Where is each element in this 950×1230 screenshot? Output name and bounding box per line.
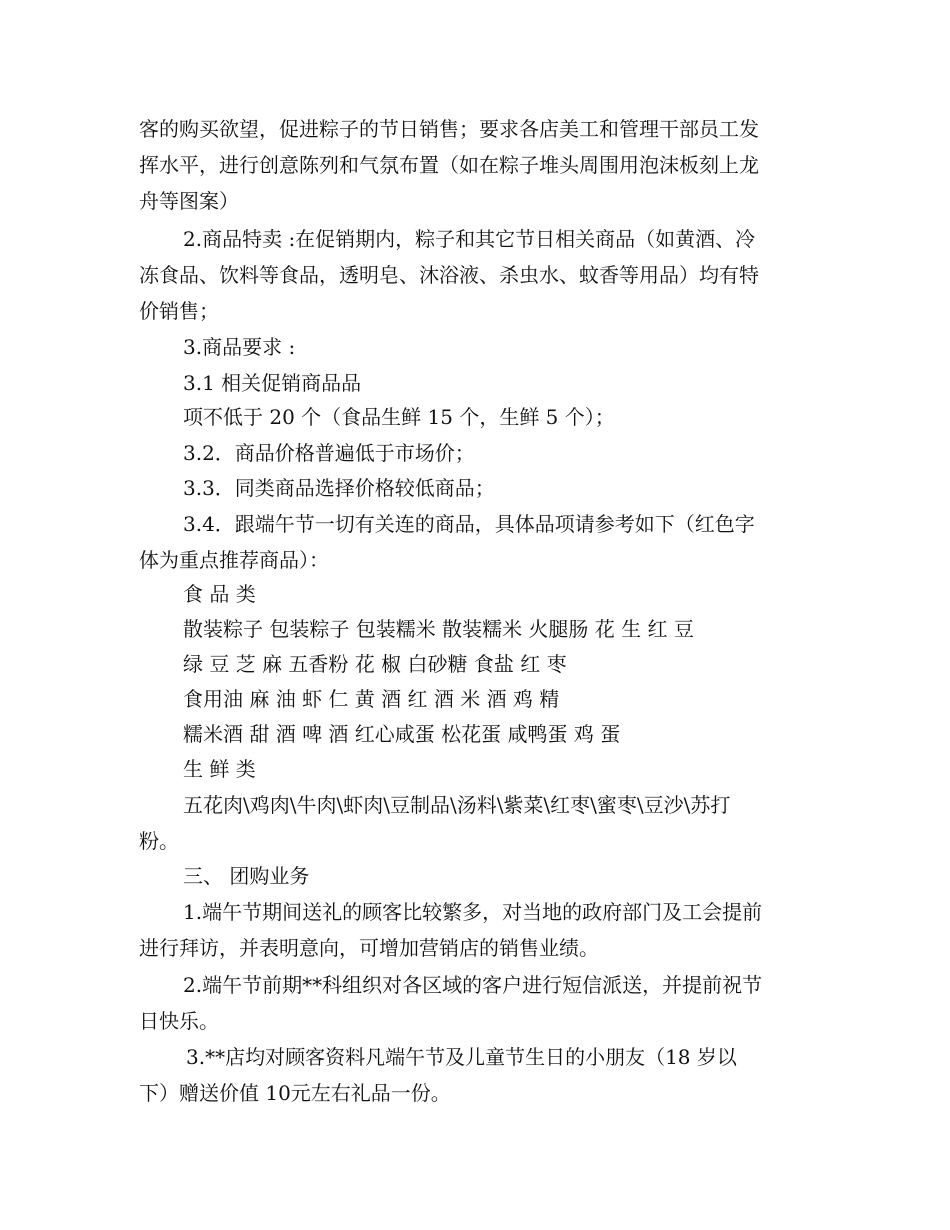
paragraph-line: 客的购买欲望，促进粽子的节日销售；要求各店美工和管理干部员工发 [139,117,759,141]
paragraph-line: 舟等图案） [139,189,239,213]
paragraph-line: 3.商品要求 : [183,335,296,359]
section-heading: 食 品 类 [183,582,256,606]
paragraph-line: 3.4．跟端午节一切有关连的商品，具体品项请参考如下（红色字 [183,512,755,536]
paragraph-line: 1.端午节期间送礼的顾客比较繁多，对当地的政府部门及工会提前 [183,900,763,924]
section-heading: 三、 团购业务 [183,864,310,888]
paragraph-line: 项不低于 20 个（食品生鲜 15 个，生鲜 5 个）； [183,405,615,429]
paragraph-line: 日快乐。 [139,1009,219,1033]
paragraph-line: 进行拜访，并表明意向，可增加营销店的销售业绩。 [139,936,599,960]
paragraph-line: 3.3．同类商品选择价格较低商品； [183,476,495,500]
paragraph-line: 3.1 相关促销商品品 [183,371,362,395]
paragraph-line: 下）赠送价值 10元左右礼品一份。 [139,1081,451,1105]
paragraph-line: 冻食品、饮料等食品，透明皂、沐浴液、杀虫水、蚊香等用品）均有特 [139,263,759,287]
product-list-line: 散装粽子 包装粽子 包装糯米 散装糯米 火腿肠 花 生 红 豆 [183,617,694,641]
product-list-line: 糯米酒 甜 酒 啤 酒 红心咸蛋 松花蛋 咸鸭蛋 鸡 蛋 [183,722,621,746]
paragraph-line: 粉。 [139,829,179,853]
section-heading: 生 鲜 类 [183,757,256,781]
paragraph-line: 3.**店均对顾客资料凡端午节及儿童节生日的小朋友（18 岁以 [186,1045,737,1069]
paragraph-line: 2.端午节前期**科组织对各区域的客户进行短信派送，并提前祝节 [183,973,763,997]
paragraph-line: 体为重点推荐商品）： [139,548,329,572]
product-list-line: 绿 豆 芝 麻 五香粉 花 椒 白砂糖 食盐 红 枣 [183,652,567,676]
product-list-line: 食用油 麻 油 虾 仁 黄 酒 红 酒 米 酒 鸡 精 [183,687,560,711]
product-list-line: 五花肉\鸡肉\牛肉\虾肉\豆制品\汤料\紫菜\红枣\蜜枣\豆沙\苏打 [183,793,731,817]
paragraph-line: 2.商品特卖 :在促销期内，粽子和其它节日相关商品（如黄酒、冷 [183,227,756,251]
paragraph-line: 3.2．商品价格普遍低于市场价； [183,441,475,465]
paragraph-line: 挥水平，进行创意陈列和气氛布置（如在粽子堆头周围用泡沫板刻上龙 [139,153,759,177]
paragraph-line: 价销售； [139,299,219,323]
